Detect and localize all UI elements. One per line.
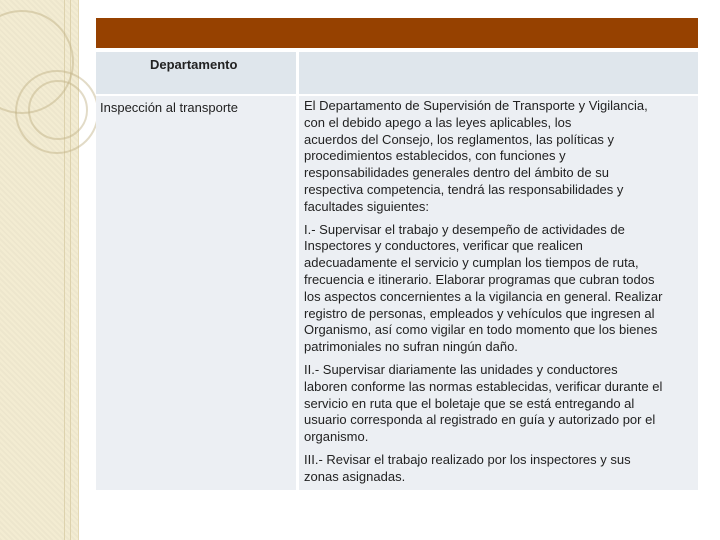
responsibility-paragraph-1: I.- Supervisar el trabajo y desempeño de actividades de Inspectores y conductores, verificar que realicen adecuadamente el servicio y cumplan los tiempos de ruta, frecuencia e itinerario. Elaborar programas que cubran todos los aspectos concernientes a la vigilancia en general. Realizar registro de personas, empleados y vehículos que ingresen al Organismo, así como vigilar en todo momento que los bienes patrimoniales no sufran ningún daño. [304,221,663,355]
description-intro-paragraph: El Departamento de Supervisión de Transporte y Vigilancia, con el debido apego a las leyes aplicables, los acuerdos del Consejo, los reglamentos, las políticas y procedimientos establecidos, con funciones y responsabilidades generales dentro del ámbito de su respectiva competencia, tendrá las responsabilidades y facultades siguientes: [304,98,648,214]
department-name: Inspección al transporte [100,100,239,115]
responsibility-paragraph-3: III.- Revisar el trabajo realizado por los inspectores y sus zonas asignadas. [304,451,631,484]
description-cell [299,96,698,490]
responsibility-paragraph-2: II.- Supervisar diariamente las unidades y conductores laboren conforme las normas establecidas, verificar durante el servicio en ruta que el boletaje que se está entregando al usuario corresponda al registrado en guía y autorizado por el organismo. [304,361,663,445]
empty-header-cell [299,52,698,94]
decorative-side-panel [0,0,79,540]
decorative-circle [28,80,88,140]
table-header-bar [96,18,698,48]
department-header-cell [96,52,296,94]
department-header-label: Departamento [150,57,238,72]
department-name-cell [96,96,296,490]
